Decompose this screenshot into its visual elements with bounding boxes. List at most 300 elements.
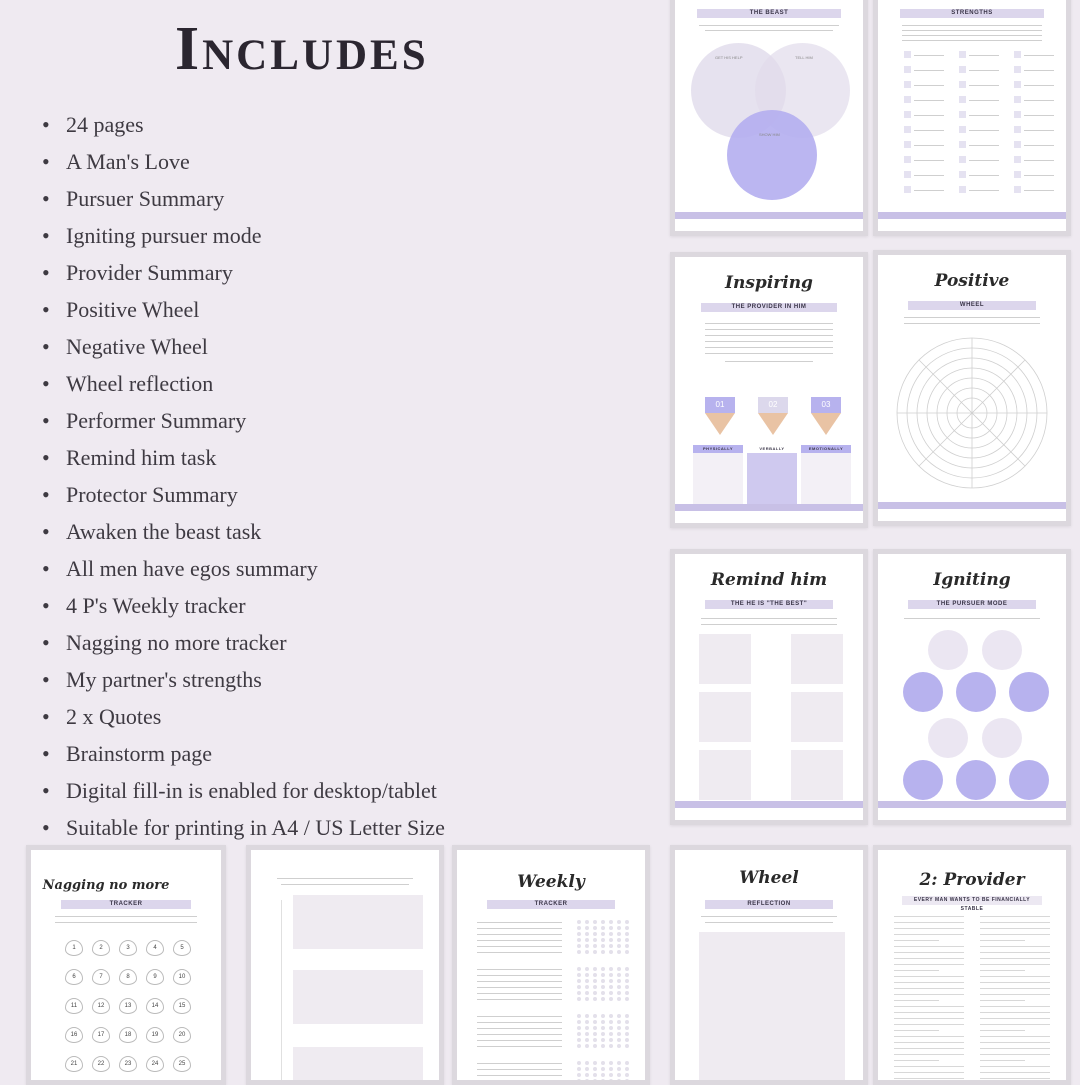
tracker-dot xyxy=(617,1020,621,1024)
text-line xyxy=(894,988,964,989)
wheel-chart xyxy=(892,333,1052,493)
list-item: • Performer Summary xyxy=(40,402,445,439)
tracker-dot xyxy=(617,1067,621,1071)
tracker-dot xyxy=(617,1044,621,1048)
label-line xyxy=(914,190,944,191)
heart-checkbox: 15 xyxy=(173,998,191,1014)
list-item: • 24 pages xyxy=(40,106,445,143)
tracker-line xyxy=(477,946,562,947)
tracker-dot xyxy=(601,1032,605,1036)
label-line xyxy=(1024,160,1054,161)
tracker-dot xyxy=(617,926,621,930)
venn-label: TELL HIM xyxy=(795,55,813,60)
label-line xyxy=(969,160,999,161)
tracker-dot xyxy=(625,1032,629,1036)
tracker-dot xyxy=(609,1073,613,1077)
text-line xyxy=(980,970,1025,971)
text-line xyxy=(980,988,1050,989)
tracker-dot xyxy=(609,950,613,954)
preview-strength-boxes-page xyxy=(246,845,444,1085)
tracker-line xyxy=(477,993,562,994)
heart-checkbox: 8 xyxy=(119,969,137,985)
text-line xyxy=(980,1078,1050,1079)
checkbox-placeholder xyxy=(959,141,966,148)
tracker-dot xyxy=(625,1067,629,1071)
tracker-line xyxy=(477,1016,562,1017)
tracker-dot xyxy=(609,973,613,977)
checkbox-placeholder xyxy=(904,171,911,178)
text-line xyxy=(894,1072,964,1073)
tracker-dot xyxy=(593,950,597,954)
tracker-dot xyxy=(625,950,629,954)
tracker-dot xyxy=(593,1044,597,1048)
label-line xyxy=(969,130,999,131)
text-line xyxy=(980,1024,1050,1025)
text-line xyxy=(894,970,939,971)
tracker-line xyxy=(477,928,562,929)
tracker-dot xyxy=(601,950,605,954)
label-line xyxy=(914,145,944,146)
tracker-dot xyxy=(601,1038,605,1042)
tracker-dot xyxy=(609,1061,613,1065)
text-line xyxy=(980,934,1050,935)
text-line xyxy=(980,964,1050,965)
tracker-dot xyxy=(617,979,621,983)
tracker-dot xyxy=(617,1061,621,1065)
list-item: • Brainstorm page xyxy=(40,735,445,772)
preview-nagging-page xyxy=(26,845,226,1085)
list-item: • Negative Wheel xyxy=(40,328,445,365)
checkbox-placeholder xyxy=(959,126,966,133)
tracker-dot xyxy=(617,997,621,1001)
tracker-dot xyxy=(617,1073,621,1077)
text-line xyxy=(894,1024,964,1025)
text-line xyxy=(980,922,1050,923)
tracker-dot xyxy=(577,950,581,954)
tracker-dot xyxy=(609,1014,613,1018)
tracker-dot xyxy=(625,1038,629,1042)
tracker-dot xyxy=(601,1061,605,1065)
heart-checkbox: 3 xyxy=(119,940,137,956)
text-line xyxy=(894,1030,939,1031)
includes-list xyxy=(40,106,445,846)
tracker-line xyxy=(477,940,562,941)
preview-remind-page xyxy=(670,549,868,825)
tracker-dot xyxy=(577,991,581,995)
preview-title: Positive xyxy=(934,271,1010,291)
tracker-line xyxy=(477,1046,562,1047)
label-line xyxy=(1024,145,1054,146)
label-line xyxy=(969,145,999,146)
checkbox-placeholder xyxy=(904,81,911,88)
text-line xyxy=(980,1048,1050,1049)
checkbox-placeholder xyxy=(904,126,911,133)
tracker-dot xyxy=(609,979,613,983)
tracker-dot xyxy=(593,985,597,989)
heart-checkbox: 13 xyxy=(119,998,137,1014)
text-line xyxy=(894,946,964,947)
heart-checkbox: 2 xyxy=(92,940,110,956)
heart-checkbox: 5 xyxy=(173,940,191,956)
checkbox-placeholder xyxy=(904,186,911,193)
tracker-dot xyxy=(609,1026,613,1030)
tracker-dot xyxy=(625,1044,629,1048)
checkbox-placeholder xyxy=(959,111,966,118)
heart-checkbox: 6 xyxy=(65,969,83,985)
tracker-line xyxy=(477,999,562,1000)
text-line xyxy=(894,1000,939,1001)
checkbox-placeholder xyxy=(1014,51,1021,58)
tracker-line xyxy=(477,1063,562,1064)
checkbox-placeholder xyxy=(959,186,966,193)
tracker-dot xyxy=(593,991,597,995)
tracker-dot xyxy=(577,1044,581,1048)
heart-checkbox: 22 xyxy=(92,1056,110,1072)
text-line xyxy=(894,964,964,965)
label-line xyxy=(1024,190,1054,191)
text-line xyxy=(894,982,964,983)
list-item: • Provider Summary xyxy=(40,254,445,291)
checkbox-placeholder xyxy=(904,111,911,118)
heart-checkbox: 7 xyxy=(92,969,110,985)
heart-checkbox: 17 xyxy=(92,1027,110,1043)
band-label: TRACKER xyxy=(487,900,615,909)
tracker-dot xyxy=(601,973,605,977)
tracker-dot xyxy=(625,979,629,983)
text-line xyxy=(894,1012,964,1013)
tracker-dot xyxy=(625,985,629,989)
tracker-dot xyxy=(585,1073,589,1077)
tracker-dot xyxy=(593,1038,597,1042)
band-label: STRENGTHS xyxy=(900,9,1044,18)
tracker-dot xyxy=(593,1014,597,1018)
checkbox-placeholder xyxy=(1014,66,1021,73)
checkbox-placeholder xyxy=(1014,111,1021,118)
tracker-dot xyxy=(585,1014,589,1018)
preview-provider-page xyxy=(873,845,1071,1085)
tracker-dot xyxy=(625,1020,629,1024)
tracker-dot xyxy=(609,920,613,924)
list-item: • All men have egos summary xyxy=(40,550,445,587)
heart-checkbox: 20 xyxy=(173,1027,191,1043)
tracker-dot xyxy=(617,985,621,989)
label-line xyxy=(969,175,999,176)
checkbox-placeholder xyxy=(959,81,966,88)
tracker-line xyxy=(477,1081,562,1082)
tracker-dot xyxy=(609,997,613,1001)
tracker-dot xyxy=(617,1026,621,1030)
tracker-dot xyxy=(625,1073,629,1077)
tracker-dot xyxy=(585,1067,589,1071)
text-line xyxy=(980,994,1050,995)
tracker-dot xyxy=(625,1014,629,1018)
preview-title: Weekly xyxy=(517,872,585,892)
checkbox-placeholder xyxy=(1014,141,1021,148)
heart-checkbox: 4 xyxy=(146,940,164,956)
heart-checkbox: 9 xyxy=(146,969,164,985)
tracker-dot xyxy=(601,1044,605,1048)
tracker-dot xyxy=(593,944,597,948)
tracker-dot xyxy=(577,926,581,930)
text-line xyxy=(980,1018,1050,1019)
tracker-dot xyxy=(593,1067,597,1071)
checkbox-placeholder xyxy=(1014,81,1021,88)
tracker-dot xyxy=(593,932,597,936)
label-line xyxy=(914,175,944,176)
tracker-dot xyxy=(585,944,589,948)
tracker-dot xyxy=(585,997,589,1001)
text-line xyxy=(894,952,964,953)
text-line xyxy=(980,1036,1050,1037)
checkbox-placeholder xyxy=(1014,126,1021,133)
checkbox-placeholder xyxy=(904,141,911,148)
tracker-dot xyxy=(577,920,581,924)
tracker-line xyxy=(477,1022,562,1023)
text-line xyxy=(894,1066,964,1067)
heart-checkbox: 11 xyxy=(65,998,83,1014)
heart-checkbox: 12 xyxy=(92,998,110,1014)
tracker-dot xyxy=(593,1061,597,1065)
label-line xyxy=(914,160,944,161)
text-line xyxy=(894,958,964,959)
text-line xyxy=(980,958,1050,959)
tracker-dot xyxy=(593,926,597,930)
heart-checkbox: 21 xyxy=(65,1056,83,1072)
tracker-dot xyxy=(601,985,605,989)
text-line xyxy=(894,994,964,995)
tracker-line xyxy=(477,969,562,970)
tracker-dot xyxy=(577,938,581,942)
checkbox-placeholder xyxy=(959,66,966,73)
text-line xyxy=(894,1060,939,1061)
tracker-dot xyxy=(577,1061,581,1065)
text-line xyxy=(894,1048,964,1049)
label-line xyxy=(1024,55,1054,56)
tracker-dot xyxy=(617,944,621,948)
tracker-dot xyxy=(625,973,629,977)
label-line xyxy=(1024,100,1054,101)
preview-title: 2: Provider xyxy=(919,870,1025,890)
preview-title: Inspiring xyxy=(725,273,813,293)
tracker-dot xyxy=(609,926,613,930)
tracker-dot xyxy=(577,997,581,1001)
label-line xyxy=(914,115,944,116)
label-line xyxy=(914,130,944,131)
tracker-dot xyxy=(593,967,597,971)
text-line xyxy=(894,928,964,929)
text-line xyxy=(894,916,964,917)
tracker-dot xyxy=(577,944,581,948)
tracker-line xyxy=(477,934,562,935)
venn-circle xyxy=(727,110,817,200)
list-item: • Igniting pursuer mode xyxy=(40,217,445,254)
text-line xyxy=(894,1018,964,1019)
tracker-dot xyxy=(577,1020,581,1024)
text-line xyxy=(980,1012,1050,1013)
list-item: • Pursuer Summary xyxy=(40,180,445,217)
list-item: • Awaken the beast task xyxy=(40,513,445,550)
tracker-dot xyxy=(585,991,589,995)
tracker-dot xyxy=(585,1038,589,1042)
list-item: • Positive Wheel xyxy=(40,291,445,328)
tracker-dot xyxy=(609,1067,613,1071)
venn-label: GET HIS HELP xyxy=(715,55,743,60)
label-line xyxy=(969,190,999,191)
page-title: Includes xyxy=(175,15,429,83)
checkbox-placeholder xyxy=(959,156,966,163)
list-item: • Remind him task xyxy=(40,439,445,476)
tracker-dot xyxy=(601,1026,605,1030)
tracker-dot xyxy=(601,926,605,930)
label-line xyxy=(1024,130,1054,131)
tracker-line xyxy=(477,1028,562,1029)
tracker-dot xyxy=(577,967,581,971)
band-label: EVERY MAN WANTS TO BE FINANCIALLY STABLE xyxy=(902,896,1042,905)
tracker-dot xyxy=(577,979,581,983)
label-line xyxy=(914,100,944,101)
tracker-dot xyxy=(601,1067,605,1071)
tracker-dot xyxy=(593,1032,597,1036)
band-label: THE HE IS "THE BEST" xyxy=(705,600,833,609)
text-line xyxy=(894,1006,964,1007)
column-label: EMOTIONALLY xyxy=(801,445,851,453)
text-line xyxy=(980,1042,1050,1043)
list-item: • Suitable for printing in A4 / US Letter Size xyxy=(40,809,445,846)
tracker-dot xyxy=(601,920,605,924)
tracker-dot xyxy=(609,967,613,971)
text-line xyxy=(894,976,964,977)
checkbox-placeholder xyxy=(904,51,911,58)
tracker-dot xyxy=(601,932,605,936)
tracker-dot xyxy=(593,920,597,924)
label-line xyxy=(1024,70,1054,71)
list-item: • 4 P's Weekly tracker xyxy=(40,587,445,624)
text-line xyxy=(980,1060,1025,1061)
tracker-dot xyxy=(577,1073,581,1077)
tracker-dot xyxy=(585,938,589,942)
text-line xyxy=(894,1036,964,1037)
tracker-dot xyxy=(585,932,589,936)
text-line xyxy=(980,940,1025,941)
band-label: THE PROVIDER IN HIM xyxy=(701,303,837,312)
tracker-dot xyxy=(593,973,597,977)
tracker-dot xyxy=(617,973,621,977)
tracker-dot xyxy=(601,967,605,971)
checkbox-placeholder xyxy=(904,66,911,73)
list-item: • 2 x Quotes xyxy=(40,698,445,735)
tracker-dot xyxy=(585,1044,589,1048)
text-line xyxy=(980,976,1050,977)
label-line xyxy=(969,55,999,56)
tracker-dot xyxy=(625,938,629,942)
tracker-dot xyxy=(609,1044,613,1048)
tracker-dot xyxy=(609,991,613,995)
text-line xyxy=(980,916,1050,917)
tracker-dot xyxy=(617,967,621,971)
tracker-dot xyxy=(601,944,605,948)
band-label: TRACKER xyxy=(61,900,191,909)
text-line xyxy=(980,952,1050,953)
list-item: • My partner's strengths xyxy=(40,661,445,698)
heart-checkbox: 24 xyxy=(146,1056,164,1072)
tracker-dot xyxy=(601,1014,605,1018)
tracker-dot xyxy=(617,991,621,995)
text-line xyxy=(894,1054,964,1055)
text-line xyxy=(980,928,1050,929)
tracker-dot xyxy=(577,985,581,989)
label-line xyxy=(1024,115,1054,116)
label-line xyxy=(914,70,944,71)
preview-beast-page xyxy=(670,0,868,236)
checkbox-placeholder xyxy=(904,156,911,163)
tracker-dot xyxy=(617,1038,621,1042)
tracker-dot xyxy=(585,1026,589,1030)
text-line xyxy=(980,1066,1050,1067)
tracker-dot xyxy=(609,944,613,948)
list-item: • Nagging no more tracker xyxy=(40,624,445,661)
tracker-dot xyxy=(601,1020,605,1024)
tracker-dot xyxy=(585,973,589,977)
pencil-number: 03 xyxy=(811,397,841,413)
tracker-line xyxy=(477,1075,562,1076)
text-line xyxy=(980,1006,1050,1007)
tracker-line xyxy=(477,922,562,923)
preview-title: Remind him xyxy=(710,570,828,590)
label-line xyxy=(969,115,999,116)
text-line xyxy=(894,940,939,941)
tracker-dot xyxy=(593,1026,597,1030)
tracker-dot xyxy=(625,920,629,924)
tracker-dot xyxy=(617,950,621,954)
tracker-line xyxy=(477,1069,562,1070)
tracker-dot xyxy=(609,1038,613,1042)
text-line xyxy=(894,934,964,935)
tracker-dot xyxy=(625,1026,629,1030)
tracker-dot xyxy=(577,1038,581,1042)
tracker-dot xyxy=(601,938,605,942)
checkbox-placeholder xyxy=(959,171,966,178)
tracker-dot xyxy=(617,1014,621,1018)
tracker-line xyxy=(477,952,562,953)
tracker-dot xyxy=(617,932,621,936)
band-label: THE PURSUER MODE xyxy=(908,600,1036,609)
heart-checkbox: 16 xyxy=(65,1027,83,1043)
text-line xyxy=(980,982,1050,983)
tracker-dot xyxy=(617,938,621,942)
text-line xyxy=(980,1030,1025,1031)
tracker-dot xyxy=(601,991,605,995)
label-line xyxy=(914,85,944,86)
text-line xyxy=(980,1000,1025,1001)
preview-weekly-page xyxy=(452,845,650,1085)
list-item: • Protector Summary xyxy=(40,476,445,513)
checkbox-placeholder xyxy=(1014,156,1021,163)
tracker-dot xyxy=(577,1067,581,1071)
tracker-dot xyxy=(625,991,629,995)
label-line xyxy=(969,70,999,71)
tracker-dot xyxy=(593,997,597,1001)
tracker-dot xyxy=(601,979,605,983)
text-line xyxy=(980,946,1050,947)
tracker-dot xyxy=(593,979,597,983)
tracker-dot xyxy=(609,985,613,989)
label-line xyxy=(914,55,944,56)
text-line xyxy=(894,1078,964,1079)
pencil-number: 02 xyxy=(758,397,788,413)
preview-title: Nagging no more xyxy=(42,878,170,893)
text-line xyxy=(980,1072,1050,1073)
preview-inspiring-page xyxy=(670,252,868,528)
